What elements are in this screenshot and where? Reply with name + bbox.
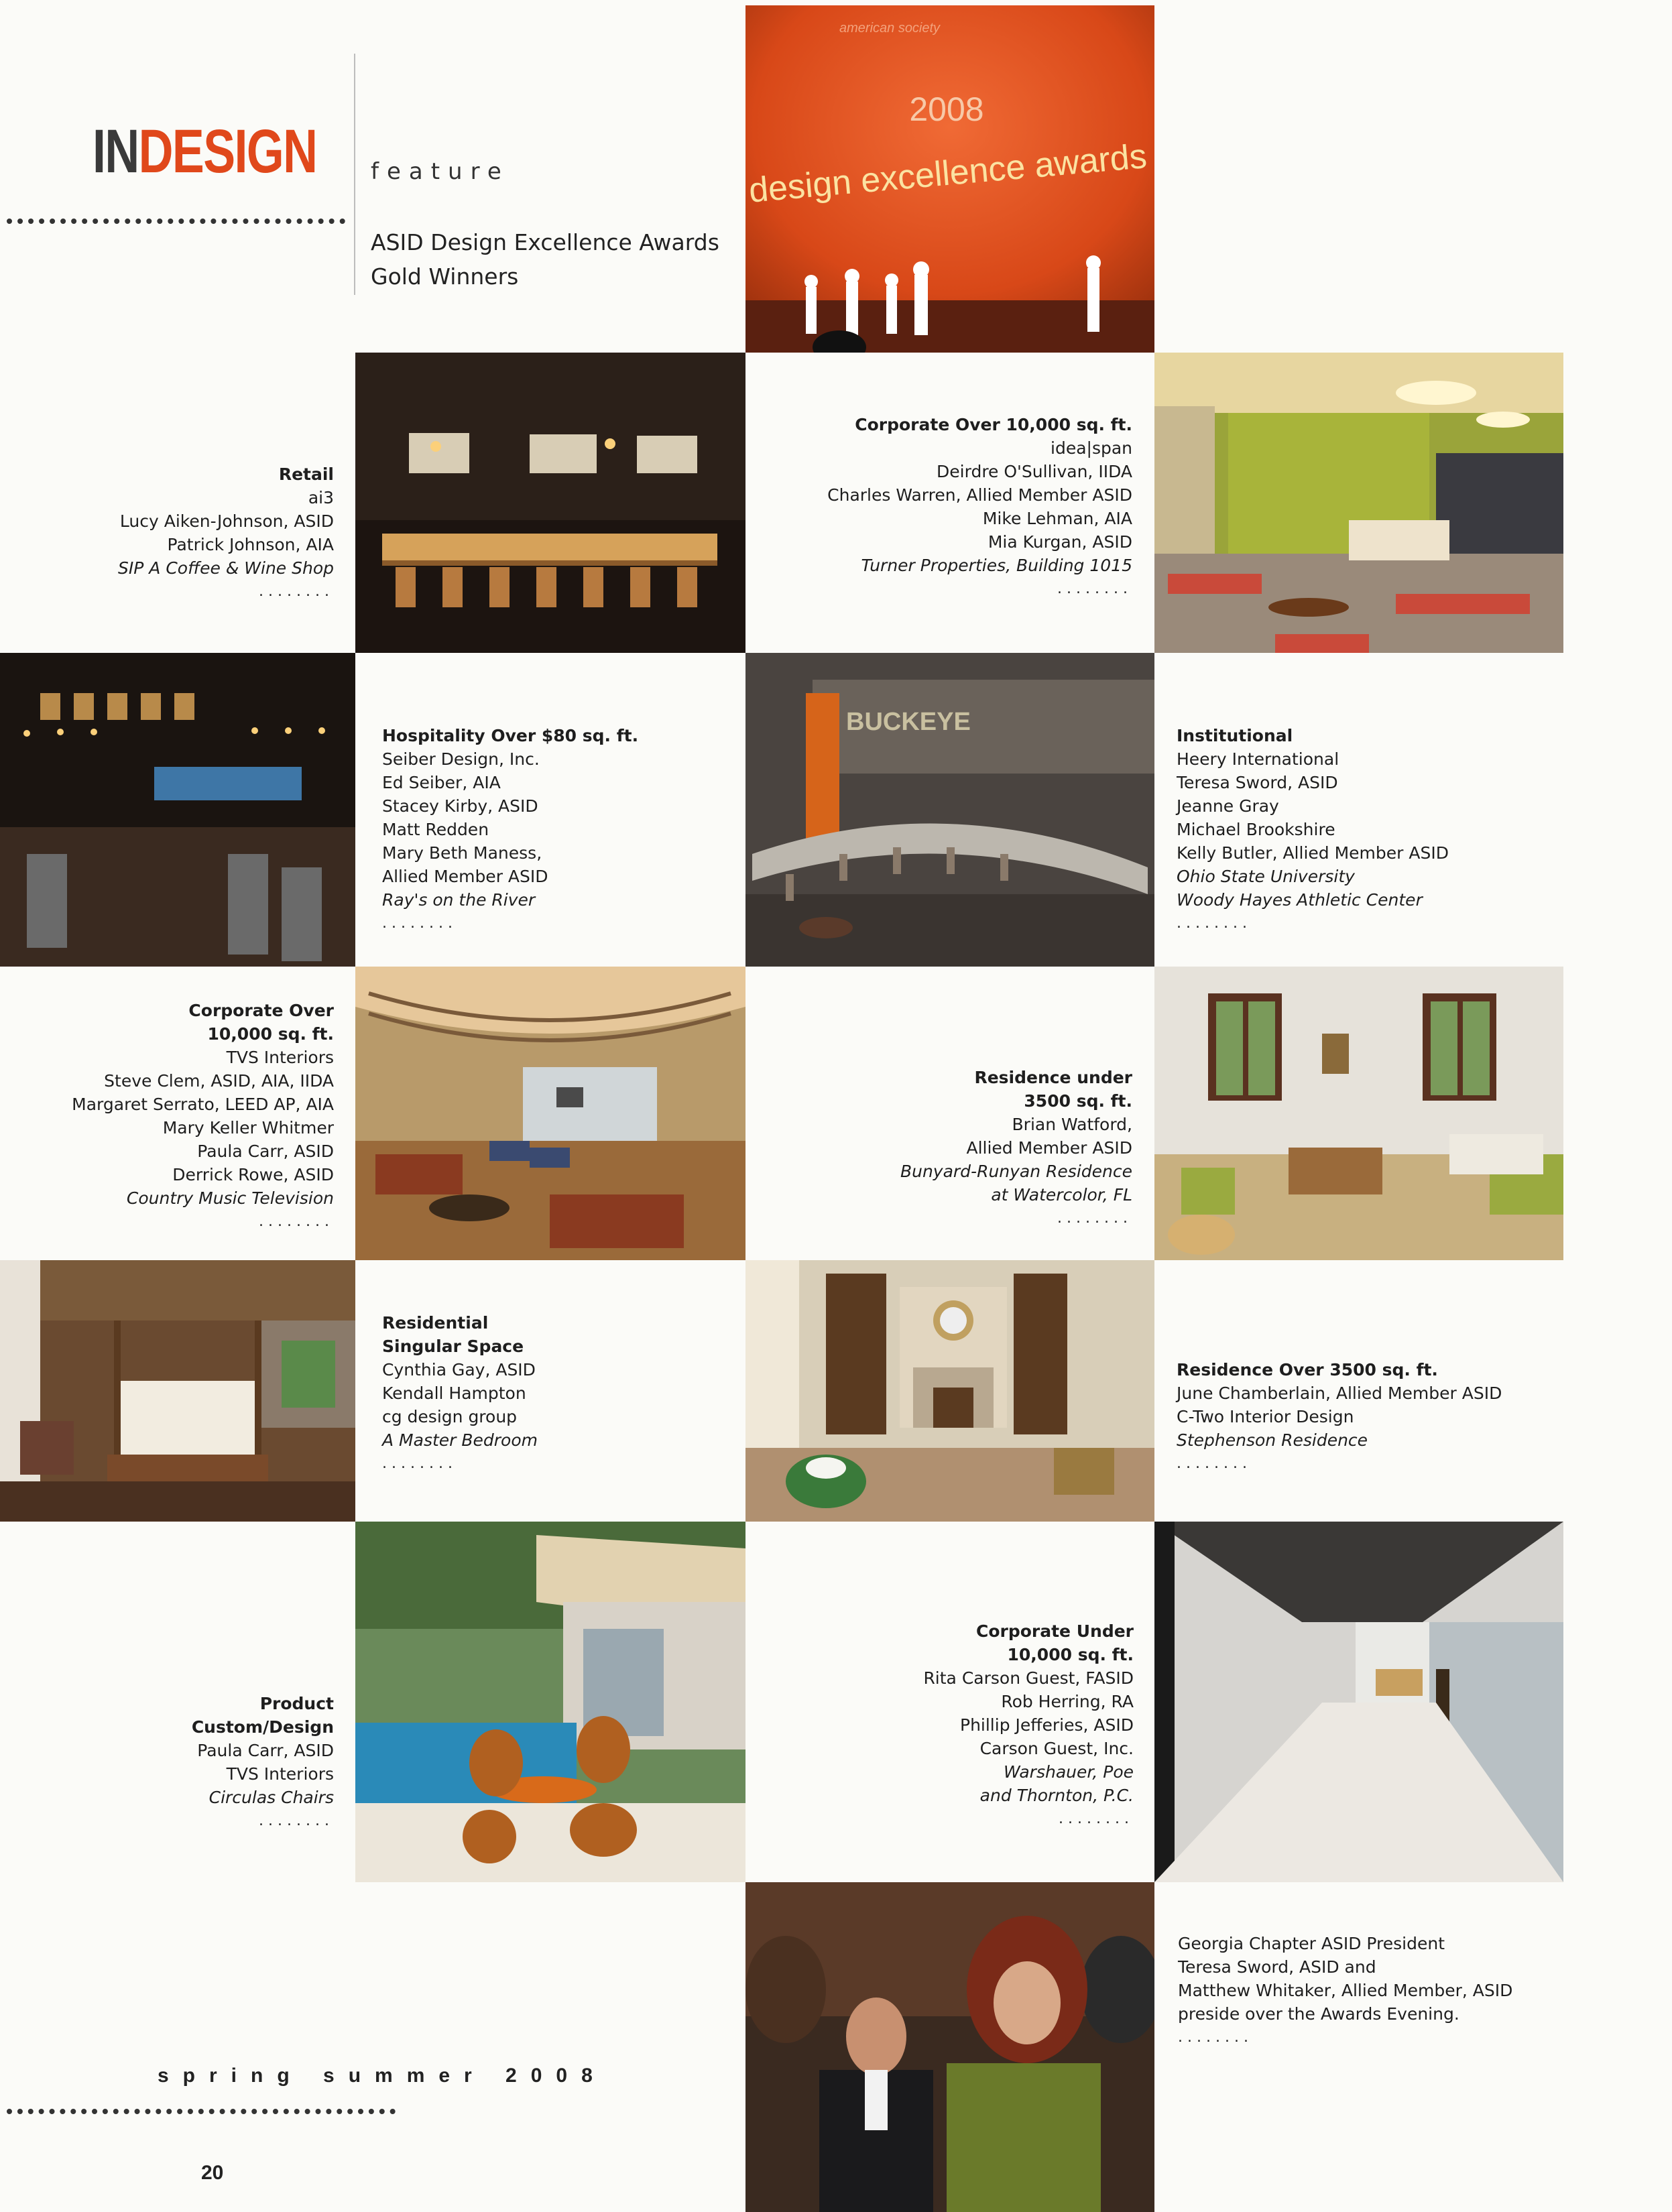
caption-line: Ed Seiber, AIA [382,773,501,792]
caption-dots: ........ [1057,1210,1132,1227]
magazine-logo [93,117,317,186]
caption-category: Corporate Under [975,1621,1134,1641]
caption-line: Kelly Butler, Allied Member ASID [1177,843,1449,863]
caption-line: Allied Member ASID [966,1138,1132,1158]
caption-dots: ........ [1177,915,1252,932]
caption-line: Brian Watford, [1012,1115,1132,1134]
caption-line: Stacey Kirby, ASID [382,796,538,816]
caption-line: Teresa Sword, ASID and [1178,1957,1376,1977]
caption-category: 3500 sq. ft. [1024,1091,1132,1111]
caption-project: Ohio State University [1177,867,1355,886]
caption-project: and Thornton, P.C. [979,1786,1134,1805]
caption-corporate-over-cmt [72,999,334,1233]
issue-label: spring summer 2008 [158,2065,607,2087]
caption-product [192,1692,334,1833]
header-dotted-rule [7,219,345,224]
caption-project: Circulas Chairs [208,1788,334,1807]
caption-project: at Watercolor, FL [991,1185,1132,1205]
caption-line: Carson Guest, Inc. [979,1739,1134,1758]
banner-title: design excellence awards [747,137,1148,210]
caption-category: Institutional [1177,726,1293,745]
presidents-photo [745,1882,1154,2212]
caption-line: Rob Herring, RA [1001,1692,1134,1711]
corporate-cmt-photo [355,967,745,1260]
caption-dots: ........ [382,915,457,932]
banner-year: 2008 [909,90,984,128]
caption-line: Patrick Johnson, AIA [167,535,334,554]
caption-line: Mia Kurgan, ASID [988,532,1132,552]
page-number: 20 [201,2162,224,2184]
logo-in: IN [93,117,139,186]
caption-residence-under [900,1066,1132,1230]
caption-category: Corporate Over 10,000 sq. ft. [855,415,1132,434]
awards-banner-photo [745,5,1154,353]
caption-line: cg design group [382,1407,518,1426]
header-divider [354,54,355,295]
caption-project: Bunyard-Runyan Residence [900,1162,1132,1181]
caption-line: Derrick Rowe, ASID [172,1165,334,1184]
institutional-photo [745,653,1154,967]
caption-line: idea|span [1051,438,1132,458]
caption-dots: ........ [1057,580,1132,597]
caption-category: Retail [278,465,334,484]
footer-dotted-rule [7,2109,396,2114]
hospitality-photo [0,653,355,967]
caption-line: C-Two Interior Design [1177,1407,1354,1426]
caption-line: June Chamberlain, Allied Member ASID [1177,1384,1502,1403]
caption-project: Stephenson Residence [1177,1430,1368,1450]
caption-dots: ........ [259,1812,334,1829]
caption-line: Jeanne Gray [1177,796,1279,816]
caption-line: Paula Carr, ASID [197,1142,334,1161]
caption-category: Singular Space [382,1337,524,1356]
caption-line: preside over the Awards Evening. [1178,2004,1459,2024]
caption-project: A Master Bedroom [382,1430,538,1450]
caption-dots: ........ [1177,1455,1252,1472]
caption-line: Seiber Design, Inc. [382,749,540,769]
caption-line: Georgia Chapter ASID President [1178,1934,1445,1953]
caption-line: Cynthia Gay, ASID [382,1360,536,1379]
product-chairs-photo [355,1522,745,1882]
caption-residential-singular [382,1311,538,1475]
residential-bedroom-photo [0,1260,355,1522]
residence-over-photo [745,1260,1154,1522]
caption-line: TVS Interiors [226,1048,334,1067]
caption-category: Hospitality Over $80 sq. ft. [382,726,639,745]
caption-line: TVS Interiors [226,1764,334,1784]
caption-line: Heery International [1177,749,1339,769]
caption-line: Margaret Serrato, LEED AP, AIA [72,1095,334,1114]
caption-project: Warshauer, Poe [1004,1762,1134,1782]
caption-line: Allied Member ASID [382,867,548,886]
caption-category: Residence Over 3500 sq. ft. [1177,1360,1438,1379]
caption-line: Kendall Hampton [382,1384,526,1403]
caption-category: Product [259,1694,334,1713]
article-title [371,225,719,294]
caption-category: Custom/Design [191,1717,334,1737]
caption-retail [118,463,334,603]
banner-society: american society [839,21,941,36]
logo-design: DESIGN [138,117,317,186]
caption-line: Phillip Jefferies, ASID [960,1715,1134,1735]
caption-dots: ........ [1178,2029,1253,2046]
caption-project: Woody Hayes Athletic Center [1177,890,1423,910]
caption-dots: ........ [259,583,334,600]
caption-line: Steve Clem, ASID, AIA, IIDA [104,1071,334,1091]
caption-line: Teresa Sword, ASID [1177,773,1338,792]
caption-line: Paula Carr, ASID [197,1741,334,1760]
caption-corporate-over-turner [827,413,1132,601]
caption-institutional [1177,724,1449,935]
caption-project: Turner Properties, Building 1015 [861,556,1132,575]
caption-line: Michael Brookshire [1177,820,1335,839]
caption-line: ai3 [308,488,334,507]
caption-line: Lucy Aiken-Johnson, ASID [119,511,334,531]
section-label: feature [371,158,510,185]
caption-line: Mary Beth Maness, [382,843,542,863]
caption-presidents [1178,1932,1512,2049]
caption-line: Mike Lehman, AIA [982,509,1132,528]
caption-category: Residential [382,1313,489,1333]
caption-line: Matt Redden [382,820,489,839]
caption-line: Matthew Whitaker, Allied Member, ASID [1178,1981,1513,2000]
photo-sign-text: BUCKEYE [846,708,971,736]
caption-category: Residence under [974,1068,1132,1087]
caption-corporate-under [923,1619,1134,1831]
residence-under-photo [1154,967,1563,1260]
caption-project: Ray's on the River [382,890,536,910]
caption-line: Mary Keller Whitmer [162,1118,334,1138]
caption-project: Country Music Television [126,1188,334,1208]
caption-line: Charles Warren, Allied Member ASID [827,485,1132,505]
caption-dots: ........ [382,1455,457,1472]
caption-hospitality [382,724,638,935]
corporate-turner-photo [1154,353,1563,653]
corporate-under-photo [1154,1522,1563,1882]
article-title-line-1: ASID Design Excellence Awards [371,229,719,255]
article-title-line-2: Gold Winners [371,263,519,290]
caption-line: Rita Carson Guest, FASID [923,1668,1134,1688]
caption-line: Deirdre O'Sullivan, IIDA [937,462,1132,481]
caption-project: SIP A Coffee & Wine Shop [118,558,334,578]
caption-dots: ........ [259,1213,334,1230]
caption-category: 10,000 sq. ft. [207,1024,334,1044]
caption-dots: ........ [1059,1810,1134,1827]
caption-category: Corporate Over [188,1001,334,1020]
caption-residence-over [1177,1358,1502,1475]
retail-photo [355,353,745,653]
caption-category: 10,000 sq. ft. [1007,1645,1134,1664]
